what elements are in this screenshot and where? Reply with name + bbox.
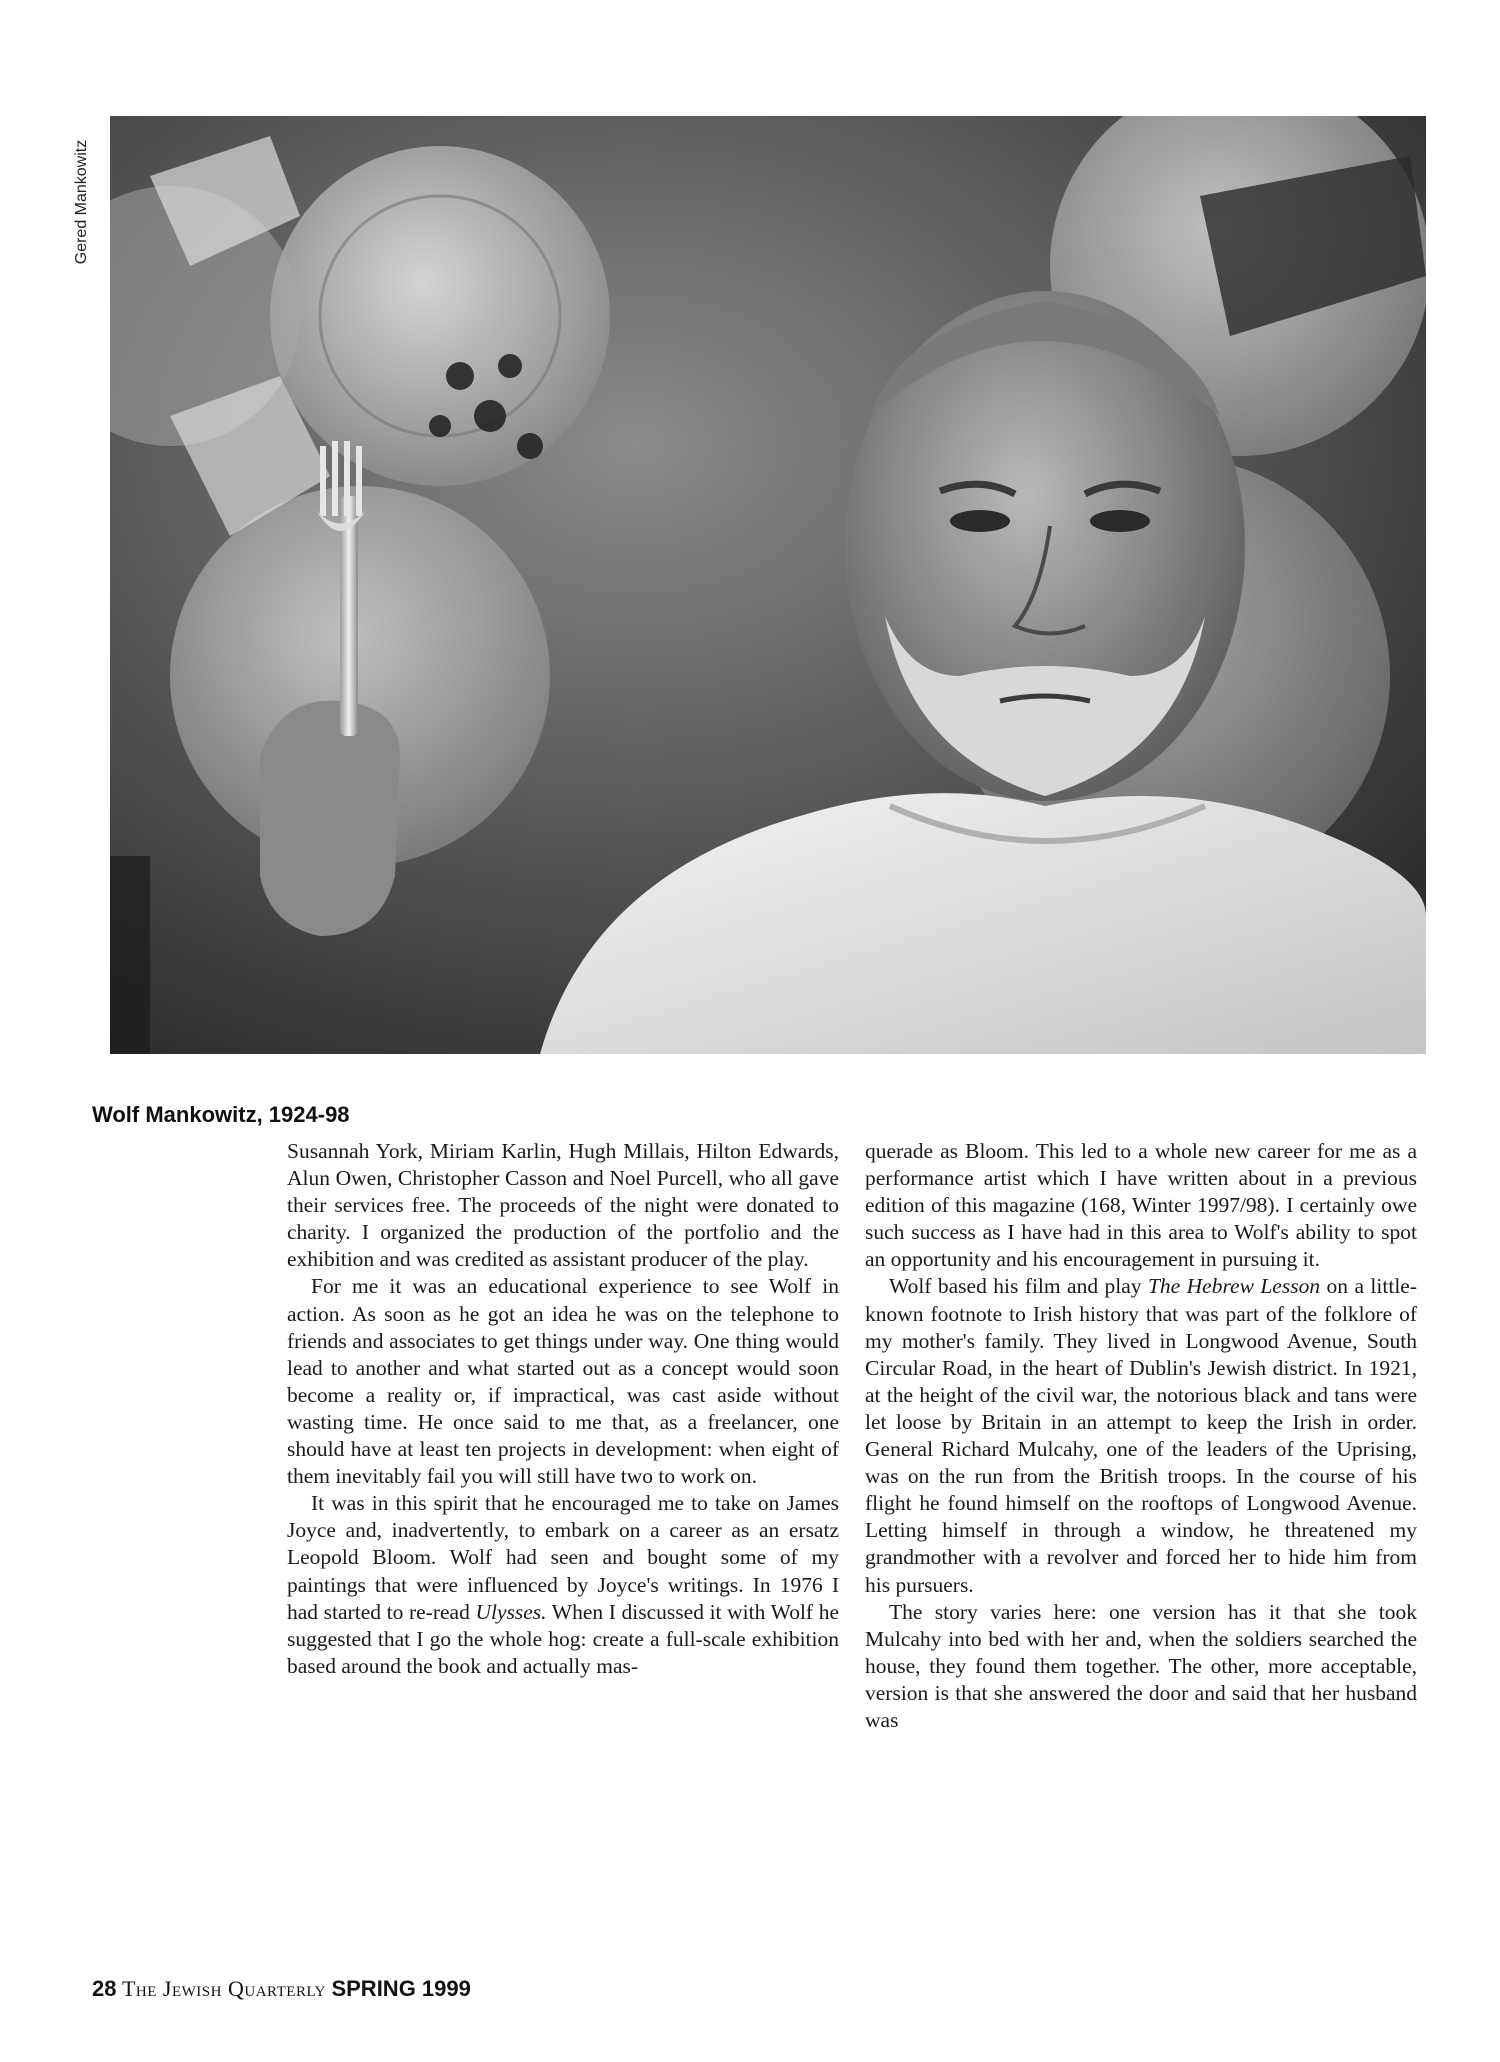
photo-caption: Wolf Mankowitz, 1924-98 <box>92 1102 350 1127</box>
photo-credit-text: Gered Mankowitz <box>73 139 90 265</box>
paragraph: Susannah York, Miriam Karlin, Hugh Millais, Hilton Edwards, Alun Owen, Christopher Casson and Noel Purcell, who all gave their services free. The proceeds of the night were donated to charity. I organized the production of the portfolio and the exhibition and was credited as assistant producer of the play. <box>287 1139 839 1272</box>
paragraph-text: It was in this spirit that he encouraged me to take on James Joyce and, inadvertently, to embark on a career as an ersatz Leopold Bloom. Wolf had seen and bought some of my paintings that were influenced by Joyce's writings. In 1976 I had started to re-read <box>287 1491 839 1624</box>
portrait-photo <box>110 116 1426 1054</box>
page-footer <box>92 1976 471 2002</box>
article-column-left <box>287 1138 839 1680</box>
paragraph: For me it was an educational experience to see Wolf in action. As soon as he got an idea he was on the telephone to friends and associates to get things under way. One thing would lead to another and what started out as a concept would soon become a reality or, if impractical, was cast aside without wasting time. He once said to me that, as a freelancer, one should have at least ten projects in development: when eight of them inevitably fail you will still have two to work on. <box>287 1274 839 1489</box>
photo-credit <box>70 105 94 305</box>
paragraph <box>865 1273 1417 1598</box>
paragraph-text: Wolf based his film and play <box>889 1274 1148 1299</box>
paragraph-text: When I discussed it with Wolf he suggested that I go the whole hog: create a full-scale exhibition based around the book and actually mas- <box>287 1599 840 1678</box>
article-column-right <box>865 1138 1417 1734</box>
book-title: Ulysses. <box>475 1599 547 1624</box>
paragraph-text: on a little-known footnote to Irish history that was part of the folklore of my mother's family. They lived in Longwood Avenue, South Circular Road, in the heart of Dublin's Jewish district. In 1921, at the height of the civil war, the notorious black and tans were let loose by Britain in an attempt to keep the Irish in order. General Richard Mulcahy, one of the leaders of the Uprising, was on the run from the British troops. In the course of his flight he found himself on the rooftops of Longwood Avenue. Letting himself in through a window, he threatened my grandmother with a revolver and forced her to hide him from his pursuers. <box>865 1274 1417 1597</box>
paragraph: The story varies here: one version has it that she took Mulcahy into bed with her and, when the soldiers searched the house, they found them together. The other, more acceptable, version is that she answered the door and said that her husband was <box>865 1599 1417 1732</box>
paragraph <box>287 1490 839 1680</box>
issue-label: SPRING 1999 <box>331 1976 471 2001</box>
publication-name: The Jewish Quarterly <box>121 1976 326 2001</box>
play-title: The Hebrew Lesson <box>1147 1274 1321 1299</box>
page-number: 28 <box>92 1976 117 2001</box>
paragraph: querade as Bloom. This led to a whole new career for me as a performance artist which I have written about in a previous edition of this magazine (168, Winter 1997/98). I certainly owe such success as I have had in this area to Wolf's ability to spot an opportunity and his encouragement in pursuing it. <box>865 1139 1417 1272</box>
